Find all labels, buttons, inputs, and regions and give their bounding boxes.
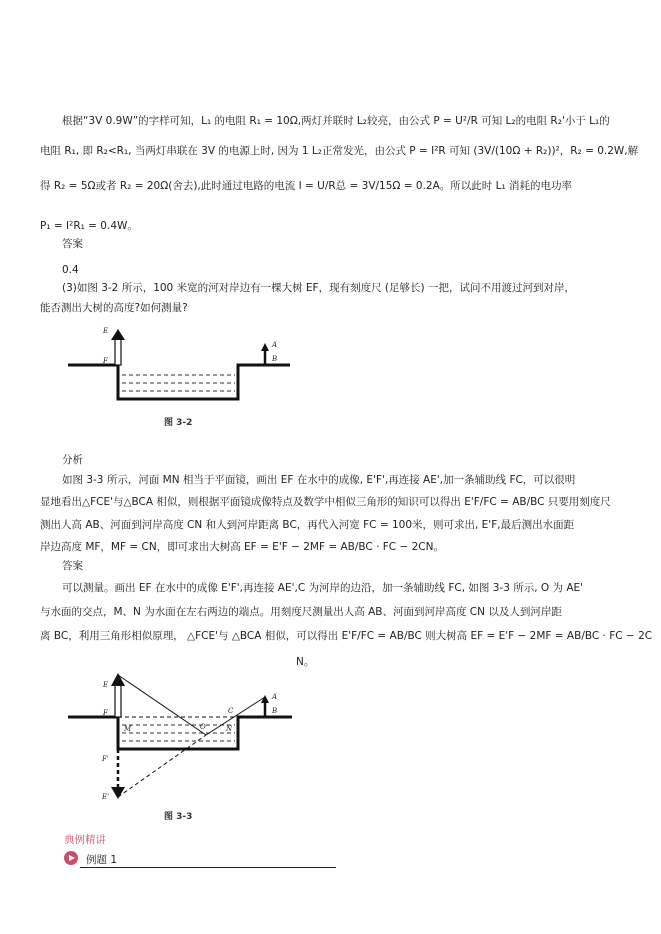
figure-3-3 — [60, 667, 300, 827]
analysis-line4: 岸边高度 MF，MF = CN，即可求出大树高 EF = E'F − 2MF = AB/BC · FC − 2CN。 — [40, 541, 444, 553]
tree-arrow-icon — [111, 673, 125, 686]
label-C: C — [228, 707, 234, 715]
figure-3-2-caption: 图 3-2 — [164, 418, 193, 428]
label-M: M — [124, 725, 132, 733]
example-title: 例题 1 — [86, 854, 118, 866]
label-F: F — [103, 357, 108, 365]
answer2-line4: N。 — [296, 656, 315, 668]
para1-line4: P₁ = I²R₁ = 0.4W。 — [40, 220, 138, 232]
answer2-label: 答案 — [62, 560, 83, 572]
label-A: A — [272, 693, 278, 701]
answer2-line2: 与水面的交点，M、N 为水面在左右两边的端点。用刻度尺测量出人高 AB、河面到河岸高度 CN 以及人到河岸距 — [40, 606, 562, 618]
image-arrow-icon — [111, 787, 125, 799]
label-B: B — [272, 355, 278, 363]
label-F-prime: F' — [102, 755, 109, 763]
label-F: F — [103, 709, 108, 717]
answer1-label: 答案 — [62, 238, 83, 250]
answer2-line3: 离 BC，利用三角形相似原理， △FCE'与 △BCA 相似，可以得出 E'F/FC = AB/BC 则大树高 EF = E'F − 2MF = AB/BC · FC − 2C — [40, 630, 653, 642]
label-E: E — [103, 327, 109, 335]
figure-3-2 — [60, 325, 300, 433]
question3-line2: 能否测出大树的高度?如何测量? — [40, 302, 188, 314]
label-A: A — [272, 341, 278, 349]
label-B: B — [272, 707, 278, 715]
para1-line1: 根据“3V 0.9W”的字样可知，L₁ 的电阻 R₁ = 10Ω,两灯并联时 L₂较亮，由公式 P = U²/R 可知 L₂的电阻 R₂'小于 L₁的 — [62, 115, 610, 127]
analysis-label: 分析 — [62, 454, 83, 466]
tree-trunk — [115, 339, 121, 365]
analysis-line2: 显地看出△FCE'与△BCA 相似，则根据平面镜成像特点及数学中相似三角形的知识可以得出 E'F/FC = AB/BC 只要用刻度尺 — [40, 496, 611, 508]
section-title: 典例精讲 — [64, 834, 106, 846]
para1-line3: 得 R₂ = 5Ω或者 R₂ = 20Ω(舍去),此时通过电路的电流 I = U/R总 = 3V/15Ω = 0.2A。所以此时 L₁ 消耗的电功率 — [40, 180, 573, 192]
analysis-line1: 如图 3-3 所示，河面 MN 相当于平面镜，画出 EF 在水中的成像, E'F',再连接 AE',加一条辅助线 FC，可以很明 — [62, 474, 576, 486]
tree-arrow-icon — [111, 329, 125, 340]
label-E: E — [103, 681, 109, 689]
question3-line1: (3)如图 3-2 所示，100 米宽的河对岸边有一棵大树 EF，现有刻度尺 (足够长) 一把，试问不用渡过河到对岸， — [62, 282, 575, 294]
label-O: O — [200, 723, 206, 731]
figure-3-3-caption: 图 3-3 — [164, 812, 193, 822]
answer2-line1: 可以测量。画出 EF 在水中的成像 E'F',再连接 AE',C 为河岸的边沿，加一条辅助线 FC, 如图 3-3 所示, O 为 AE' — [62, 582, 584, 594]
answer1-value: 0.4 — [62, 264, 79, 276]
label-N: N — [226, 725, 233, 733]
person-arrow-icon — [261, 343, 269, 351]
analysis-line3: 测出人高 AB、河面到河岸高度 CN 和人到河岸距离 BC，再代入河宽 FC = 100米，则可求出, E'F,最后测出水面距 — [40, 519, 575, 531]
example-underline — [80, 867, 336, 868]
para1-line2: 电阻 R₁, 即 R₂<R₁, 当两灯串联在 3V 的电源上时, 因为 1 L₂正常发光，由公式 P = I²R 可知 (3V/(10Ω + R₂))²，R₂ = 0.2W,解 — [40, 145, 639, 157]
play-icon — [64, 851, 78, 865]
label-E-prime: E' — [102, 793, 110, 801]
